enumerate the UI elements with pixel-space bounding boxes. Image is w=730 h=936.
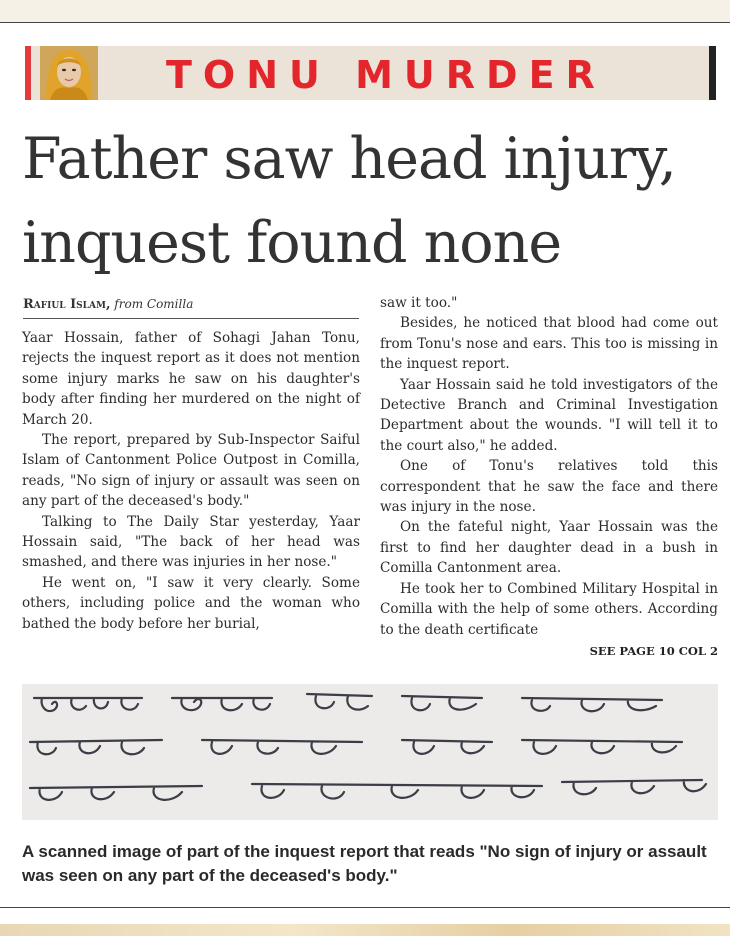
portrait-photo: [40, 46, 98, 100]
photo-caption: A scanned image of part of the inquest report that reads "No sign of injury or assault was seen on any part of the deceased's body.": [22, 842, 707, 885]
byline-name: Rafiul Islam,: [23, 297, 111, 312]
byline-divider: [23, 318, 359, 319]
top-paper-edge: [0, 0, 730, 22]
paragraph: saw it too.": [380, 295, 458, 311]
paragraph: Yaar Hossain, father of Sohagi Jahan Tonu, rejects the inquest report as it does not mention some injury marks he saw on his daughter's body after finding her murdered on the night of March 20.: [22, 330, 360, 428]
paragraph: One of Tonu's relatives told this correspondent that he saw the face and there was injury in the nose.: [380, 458, 718, 516]
headline-line-2: inquest found none: [22, 210, 562, 276]
bottom-paper-edge: [0, 924, 730, 936]
paragraph: Yaar Hossain said he told investigators of the Detective Branch and Criminal Investigation Department about the wounds. "I will tell it to the court also," he added.: [380, 376, 718, 454]
paragraph: On the fateful night, Yaar Hossain was the first to find her daughter dead in a bush in Comilla Cantonment area.: [380, 519, 718, 577]
section-kicker: TONU MURDER: [166, 53, 606, 97]
jump-line: SEE PAGE 10 COL 2: [589, 644, 718, 658]
bottom-divider: [0, 907, 730, 908]
headline: [22, 117, 722, 285]
paragraph: He went on, "I saw it very clearly. Some others, including police and the woman who bathed the body before her burial,: [22, 574, 360, 632]
kicker-end-bar: [709, 46, 716, 100]
article-column-2: [380, 293, 718, 640]
paragraph: He took her to Combined Military Hospital in Comilla with the help of some others. According to the death certificate: [380, 580, 718, 638]
article-column-1: [22, 328, 360, 634]
kicker-accent-bar: [25, 46, 31, 100]
handwritten-scan-image: [22, 684, 718, 820]
byline-location: from Comilla: [114, 297, 194, 311]
headline-line-1: Father saw head injury,: [22, 126, 676, 192]
byline: [23, 296, 359, 313]
paragraph: The report, prepared by Sub-Inspector Saiful Islam of Cantonment Police Outpost in Comilla, reads, "No sign of injury or assault was seen on any part of the deceased's body.": [22, 432, 360, 510]
paragraph: Talking to The Daily Star yesterday, Yaar Hossain said, "The back of her head was smashed, and there was injuries in her nose.": [22, 513, 360, 571]
top-divider: [0, 22, 730, 23]
paragraph: Besides, he noticed that blood had come out from Tonu's nose and ears. This too is missing in the inquest report.: [380, 315, 718, 373]
